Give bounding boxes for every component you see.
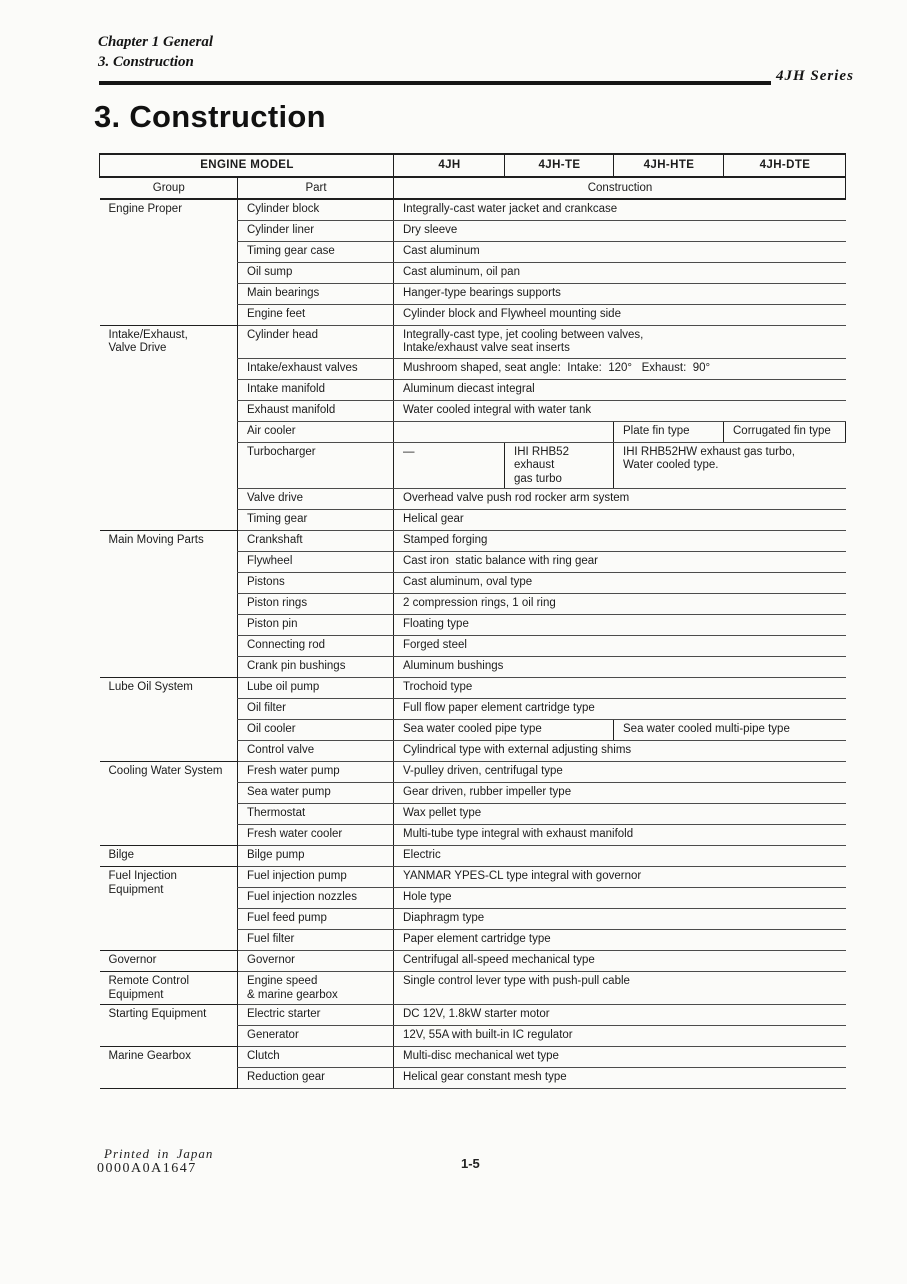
part-cell: Cylinder head [238, 325, 394, 358]
part-cell: Crankshaft [238, 531, 394, 552]
part-cell: Pistons [238, 573, 394, 594]
construction-cell: Aluminum diecast integral [394, 379, 846, 400]
chapter-heading [98, 32, 213, 72]
construction-cell: Wax pellet type [394, 804, 846, 825]
document-code: 0000A0A1647 [97, 1161, 197, 1176]
group-cell: Marine Gearbox [100, 1047, 238, 1089]
page-number: 1-5 [461, 1156, 480, 1171]
part-cell: Air cooler [238, 421, 394, 442]
construction-cell: Cylindrical type with external adjusting shims [394, 741, 846, 762]
construction-cell: 12V, 55A with built-in IC regulator [394, 1026, 846, 1047]
part-cell: Fresh water cooler [238, 825, 394, 846]
group-cell: Main Moving Parts [100, 531, 238, 678]
part-cell: Piston rings [238, 594, 394, 615]
construction-cell: IHI RHB52HW exhaust gas turbo, Water cooled type. [614, 442, 846, 489]
part-column-header: Part [238, 177, 394, 199]
construction-cell: Floating type [394, 615, 846, 636]
table-row [100, 1005, 846, 1026]
column-header-row [100, 177, 846, 199]
construction-cell: Cast iron static balance with ring gear [394, 552, 846, 573]
construction-cell: Integrally-cast type, jet cooling between valves, Intake/exhaust valve seat inserts [394, 325, 846, 358]
part-cell: Cylinder block [238, 199, 394, 220]
part-cell: Crank pin bushings [238, 657, 394, 678]
part-cell: Fuel injection nozzles [238, 888, 394, 909]
group-cell: Intake/Exhaust, Valve Drive [100, 325, 238, 531]
header-rule [99, 81, 771, 85]
construction-cell: Cast aluminum, oval type [394, 573, 846, 594]
part-cell: Turbocharger [238, 442, 394, 489]
construction-cell: Paper element cartridge type [394, 930, 846, 951]
part-cell: Exhaust manifold [238, 400, 394, 421]
table-row [100, 762, 846, 783]
group-cell: Cooling Water System [100, 762, 238, 846]
construction-table [99, 153, 846, 1089]
construction-cell: Stamped forging [394, 531, 846, 552]
construction-cell: YANMAR YPES-CL type integral with governor [394, 867, 846, 888]
construction-cell: Mushroom shaped, seat angle: Intake: 120° Exhaust: 90° [394, 358, 846, 379]
part-cell: Sea water pump [238, 783, 394, 804]
table-row [100, 678, 846, 699]
part-cell: Bilge pump [238, 846, 394, 867]
construction-cell: IHI RHB52 exhaust gas turbo [505, 442, 614, 489]
construction-table-body [100, 199, 846, 1089]
construction-cell: — [394, 442, 505, 489]
model-header-4jh-te: 4JH-TE [505, 154, 614, 177]
construction-cell: Sea water cooled multi-pipe type [614, 720, 846, 741]
part-cell: Fuel feed pump [238, 909, 394, 930]
construction-cell: Forged steel [394, 636, 846, 657]
model-header-4jh-dte: 4JH-DTE [724, 154, 846, 177]
page-title: 3. Construction [94, 99, 326, 134]
model-header-4jh: 4JH [394, 154, 505, 177]
part-cell: Governor [238, 951, 394, 972]
chapter-line-1: Chapter 1 General [98, 34, 214, 50]
construction-cell: Electric [394, 846, 846, 867]
part-cell: Engine feet [238, 304, 394, 325]
part-cell: Thermostat [238, 804, 394, 825]
construction-cell: Cast aluminum [394, 241, 846, 262]
chapter-line-2: 3. Construction [98, 54, 194, 70]
part-cell: Flywheel [238, 552, 394, 573]
part-cell: Oil filter [238, 699, 394, 720]
group-column-header: Group [100, 177, 238, 199]
part-cell: Intake manifold [238, 379, 394, 400]
construction-cell: Helical gear [394, 510, 846, 531]
construction-cell: Integrally-cast water jacket and crankcase [394, 199, 846, 220]
construction-column-header: Construction [394, 177, 846, 199]
group-cell: Lube Oil System [100, 678, 238, 762]
part-cell: Intake/exhaust valves [238, 358, 394, 379]
construction-cell: Water cooled integral with water tank [394, 400, 846, 421]
construction-cell: Dry sleeve [394, 220, 846, 241]
table-row [100, 867, 846, 888]
construction-cell: Helical gear constant mesh type [394, 1068, 846, 1089]
printed-in-japan-label: Printed in Japan [104, 1146, 214, 1161]
construction-cell: Hole type [394, 888, 846, 909]
part-cell: Oil cooler [238, 720, 394, 741]
group-cell: Bilge [100, 846, 238, 867]
part-cell: Fresh water pump [238, 762, 394, 783]
construction-cell: Corrugated fin type [724, 421, 846, 442]
table-row [100, 531, 846, 552]
group-cell: Governor [100, 951, 238, 972]
part-cell: Piston pin [238, 615, 394, 636]
table-row [100, 846, 846, 867]
part-cell: Main bearings [238, 283, 394, 304]
construction-cell: V-pulley driven, centrifugal type [394, 762, 846, 783]
part-cell: Connecting rod [238, 636, 394, 657]
group-cell: Fuel Injection Equipment [100, 867, 238, 951]
construction-cell: Multi-disc mechanical wet type [394, 1047, 846, 1068]
construction-cell: Centrifugal all-speed mechanical type [394, 951, 846, 972]
construction-cell [394, 421, 614, 442]
construction-cell: DC 12V, 1.8kW starter motor [394, 1005, 846, 1026]
part-cell: Clutch [238, 1047, 394, 1068]
construction-cell: Aluminum bushings [394, 657, 846, 678]
part-cell: Generator [238, 1026, 394, 1047]
part-cell: Valve drive [238, 489, 394, 510]
construction-cell: Hanger-type bearings supports [394, 283, 846, 304]
construction-cell: Cast aluminum, oil pan [394, 262, 846, 283]
table-row [100, 1047, 846, 1068]
series-label: 4JH Series [776, 68, 854, 84]
table-row [100, 972, 846, 1005]
construction-cell: Single control lever type with push-pull cable [394, 972, 846, 1005]
engine-model-header: ENGINE MODEL [100, 154, 394, 177]
construction-cell: Sea water cooled pipe type [394, 720, 614, 741]
part-cell: Control valve [238, 741, 394, 762]
group-cell: Starting Equipment [100, 1005, 238, 1047]
construction-cell: Multi-tube type integral with exhaust manifold [394, 825, 846, 846]
construction-cell: 2 compression rings, 1 oil ring [394, 594, 846, 615]
group-cell: Engine Proper [100, 199, 238, 325]
part-cell: Reduction gear [238, 1068, 394, 1089]
model-header-row [100, 154, 846, 177]
construction-cell: Cylinder block and Flywheel mounting side [394, 304, 846, 325]
group-cell: Remote Control Equipment [100, 972, 238, 1005]
construction-cell: Diaphragm type [394, 909, 846, 930]
part-cell: Timing gear case [238, 241, 394, 262]
part-cell: Fuel injection pump [238, 867, 394, 888]
table-row [100, 199, 846, 220]
construction-cell: Plate fin type [614, 421, 724, 442]
part-cell: Timing gear [238, 510, 394, 531]
construction-cell: Overhead valve push rod rocker arm system [394, 489, 846, 510]
part-cell: Fuel filter [238, 930, 394, 951]
part-cell: Oil sump [238, 262, 394, 283]
model-header-4jh-hte: 4JH-HTE [614, 154, 724, 177]
part-cell: Cylinder liner [238, 220, 394, 241]
part-cell: Electric starter [238, 1005, 394, 1026]
construction-cell: Gear driven, rubber impeller type [394, 783, 846, 804]
part-cell: Engine speed & marine gearbox [238, 972, 394, 1005]
table-row [100, 951, 846, 972]
construction-cell: Trochoid type [394, 678, 846, 699]
part-cell: Lube oil pump [238, 678, 394, 699]
table-row [100, 325, 846, 358]
construction-cell: Full flow paper element cartridge type [394, 699, 846, 720]
